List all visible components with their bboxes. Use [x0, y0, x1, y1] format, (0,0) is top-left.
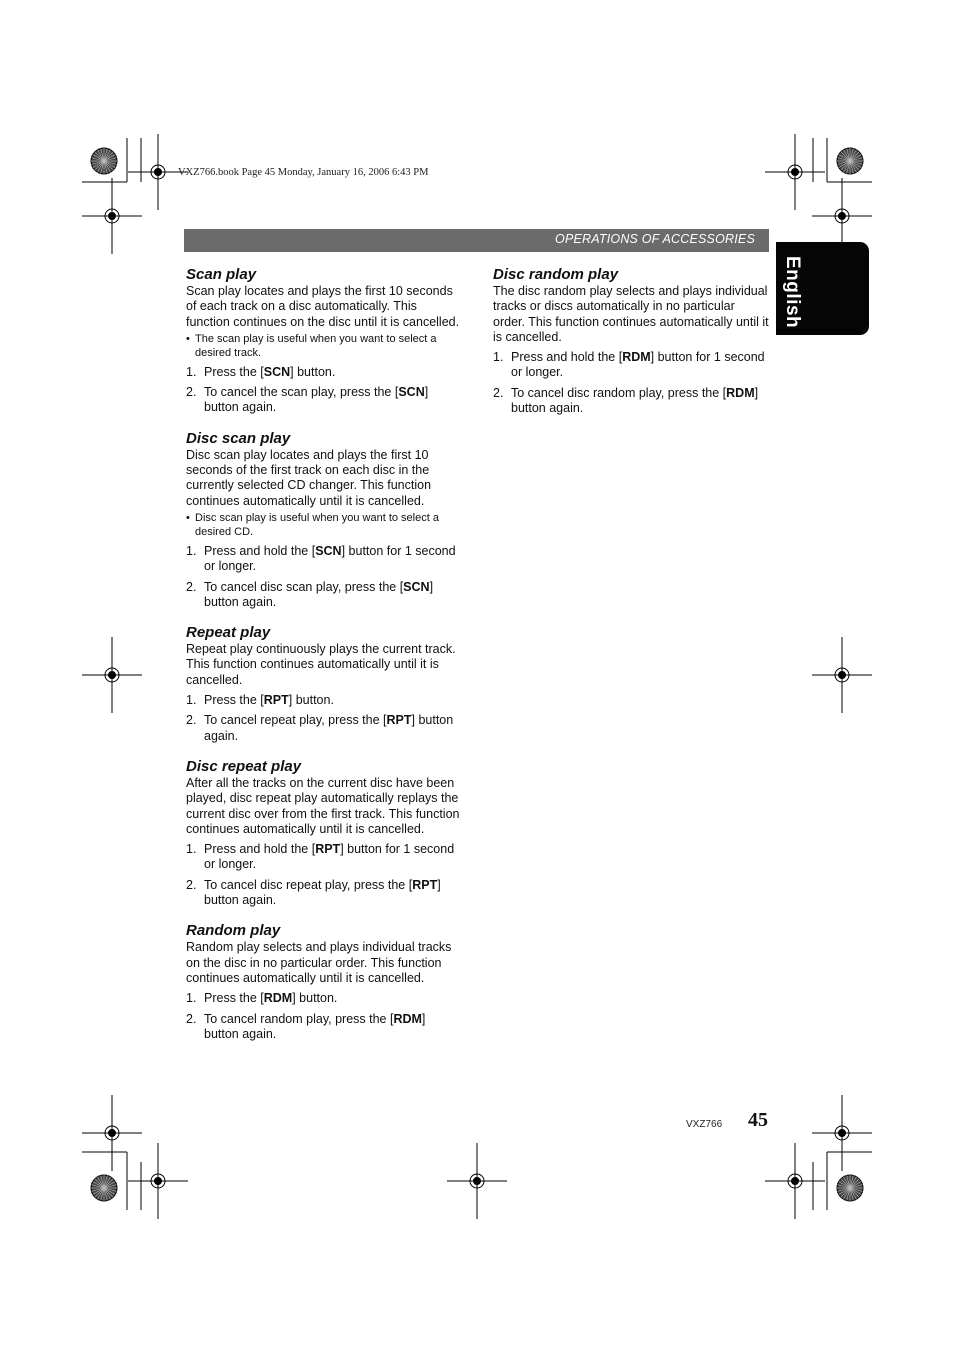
step-text: ] button again.: [204, 713, 454, 743]
step-item: [186, 991, 462, 1006]
crosshair-icon: [82, 178, 142, 254]
button-key-label: SCN: [403, 579, 430, 594]
step-text: ] button again.: [204, 579, 434, 609]
step-list: [186, 991, 462, 1042]
step-number: 1.: [186, 693, 197, 708]
step-text: ] button for 1 second or longer.: [511, 350, 765, 380]
section-heading: Disc random play: [493, 266, 619, 283]
registration-target-icon: [837, 1175, 863, 1201]
button-key-label: RPT: [263, 693, 289, 708]
crosshair-icon: [447, 1143, 507, 1219]
step-number: 1.: [186, 991, 197, 1006]
registration-target-icon: [91, 1175, 117, 1201]
step-item: [186, 580, 462, 611]
left-column: [186, 266, 462, 1056]
section: [186, 266, 462, 416]
step-text: ] button for 1 second or longer.: [204, 842, 455, 872]
button-key-label: RPT: [315, 842, 341, 857]
right-column: [493, 266, 769, 430]
step-number: 2.: [186, 877, 197, 892]
step-item: [186, 385, 462, 416]
section: [186, 758, 462, 908]
footer-model: VXZ766: [686, 1119, 723, 1130]
step-text: To cancel disc repeat play, press the [: [204, 877, 413, 892]
section-title: OPERATIONS OF ACCESSORIES: [555, 232, 755, 246]
step-text: ] button again.: [204, 1011, 426, 1041]
language-tab-label: English: [782, 256, 803, 329]
step-text: ] button again.: [204, 877, 441, 908]
registration-target-icon: [91, 148, 117, 174]
step-item: [186, 713, 462, 744]
step-number: 1.: [186, 364, 197, 379]
step-number: 1.: [493, 350, 504, 365]
step-item: [186, 878, 462, 909]
step-text: To cancel disc random play, press the [: [511, 385, 727, 400]
section-heading: Random play: [186, 922, 281, 940]
crosshair-icon: [82, 637, 142, 713]
crosshair-icon: [765, 134, 825, 210]
step-list: [186, 842, 462, 908]
page-number: 45: [748, 1109, 768, 1131]
step-text: Press and hold the [: [511, 350, 623, 365]
section: [186, 922, 462, 1042]
section-body: Repeat play continuously plays the current track. This function continues automatically until it is cancelled.: [186, 642, 456, 687]
crosshair-icon: [128, 1143, 188, 1219]
note-text: The scan play is useful when you want to select a desired track.: [195, 332, 437, 359]
step-number: 2.: [493, 385, 504, 400]
registration-target-icon: [837, 148, 863, 174]
section: [186, 430, 462, 610]
crosshair-icon: [812, 637, 872, 713]
step-text: ] button again.: [204, 385, 429, 415]
button-key-label: RPT: [386, 713, 412, 728]
step-text: ] button.: [288, 693, 334, 708]
section-heading: Disc repeat play: [186, 757, 302, 775]
step-text: ] button.: [292, 991, 338, 1006]
step-item: [493, 350, 769, 381]
section-heading: Repeat play: [186, 624, 271, 642]
button-key-label: SCN: [315, 543, 342, 558]
language-tab: [776, 242, 869, 335]
step-text: ] button.: [290, 364, 336, 379]
step-list: [493, 350, 769, 416]
step-text: Press the [: [204, 364, 264, 379]
step-item: [493, 386, 769, 417]
bullet-icon: •: [186, 332, 190, 345]
section-body: Random play selects and plays individual tracks on the disc in no particular order. This function continues automatically until it is cancelled.: [186, 940, 452, 985]
step-text: To cancel repeat play, press the [: [204, 713, 387, 728]
section-body: Disc scan play locates and plays the first 10 seconds of the first track on each disc in the currently selected CD changer. This function continues automatically until it is cancelled.: [186, 447, 432, 508]
step-item: [186, 1012, 462, 1043]
crosshair-icon: [812, 1095, 872, 1171]
section-body: Scan play locates and plays the first 10 seconds of each track on a disc automatically. This function continues on the disc until it is cancelled.: [186, 284, 460, 329]
button-key-label: SCN: [263, 364, 291, 379]
step-list: [186, 365, 462, 416]
step-number: 1.: [186, 842, 197, 857]
step-number: 1.: [186, 543, 197, 558]
step-number: 2.: [186, 579, 197, 594]
section: [493, 266, 769, 416]
button-key-label: RDM: [726, 385, 755, 400]
button-key-label: SCN: [398, 385, 425, 400]
button-key-label: RPT: [412, 877, 438, 892]
step-item: [186, 544, 462, 575]
step-text: To cancel the scan play, press the [: [204, 385, 399, 400]
step-number: 2.: [186, 385, 197, 400]
bullet-icon: •: [186, 511, 190, 524]
step-text: Press and hold the [: [204, 543, 316, 558]
step-text: Press the [: [204, 693, 264, 708]
section-heading: Disc scan play: [186, 429, 291, 447]
note: [186, 332, 462, 360]
step-text: To cancel disc scan play, press the [: [204, 579, 404, 594]
step-item: [186, 365, 462, 380]
note: [186, 511, 462, 539]
step-item: [186, 693, 462, 708]
step-text: To cancel random play, press the [: [204, 1011, 394, 1026]
step-list: [186, 544, 462, 610]
button-key-label: RDM: [393, 1011, 422, 1026]
step-item: [186, 842, 462, 873]
step-text: Press and hold the [: [204, 842, 316, 857]
section: [186, 624, 462, 744]
crosshair-icon: [765, 1143, 825, 1219]
crosshair-icon: [82, 1095, 142, 1171]
note-text: Disc scan play is useful when you want to select a desired CD.: [195, 511, 439, 538]
section-body: The disc random play selects and plays individual tracks or discs automatically in no particular order. This function continues automatically until it is cancelled.: [493, 284, 769, 344]
button-key-label: RDM: [263, 991, 293, 1006]
step-list: [186, 693, 462, 744]
step-number: 2.: [186, 713, 197, 728]
step-number: 2.: [186, 1011, 197, 1026]
header-bar: [184, 229, 769, 252]
step-text: Press the [: [204, 991, 264, 1006]
section-heading: Scan play: [186, 266, 257, 283]
print-info: VXZ766.book Page 45 Monday, January 16, 2006 6:43 PM: [178, 167, 429, 178]
step-text: ] button again.: [511, 385, 759, 416]
section-body: After all the tracks on the current disc have been played, disc repeat play automatically replays the current disc over from the first track. This function continues automatically until it is cancelled.: [186, 775, 460, 836]
button-key-label: RDM: [622, 350, 651, 365]
step-text: ] button for 1 second or longer.: [204, 543, 456, 574]
